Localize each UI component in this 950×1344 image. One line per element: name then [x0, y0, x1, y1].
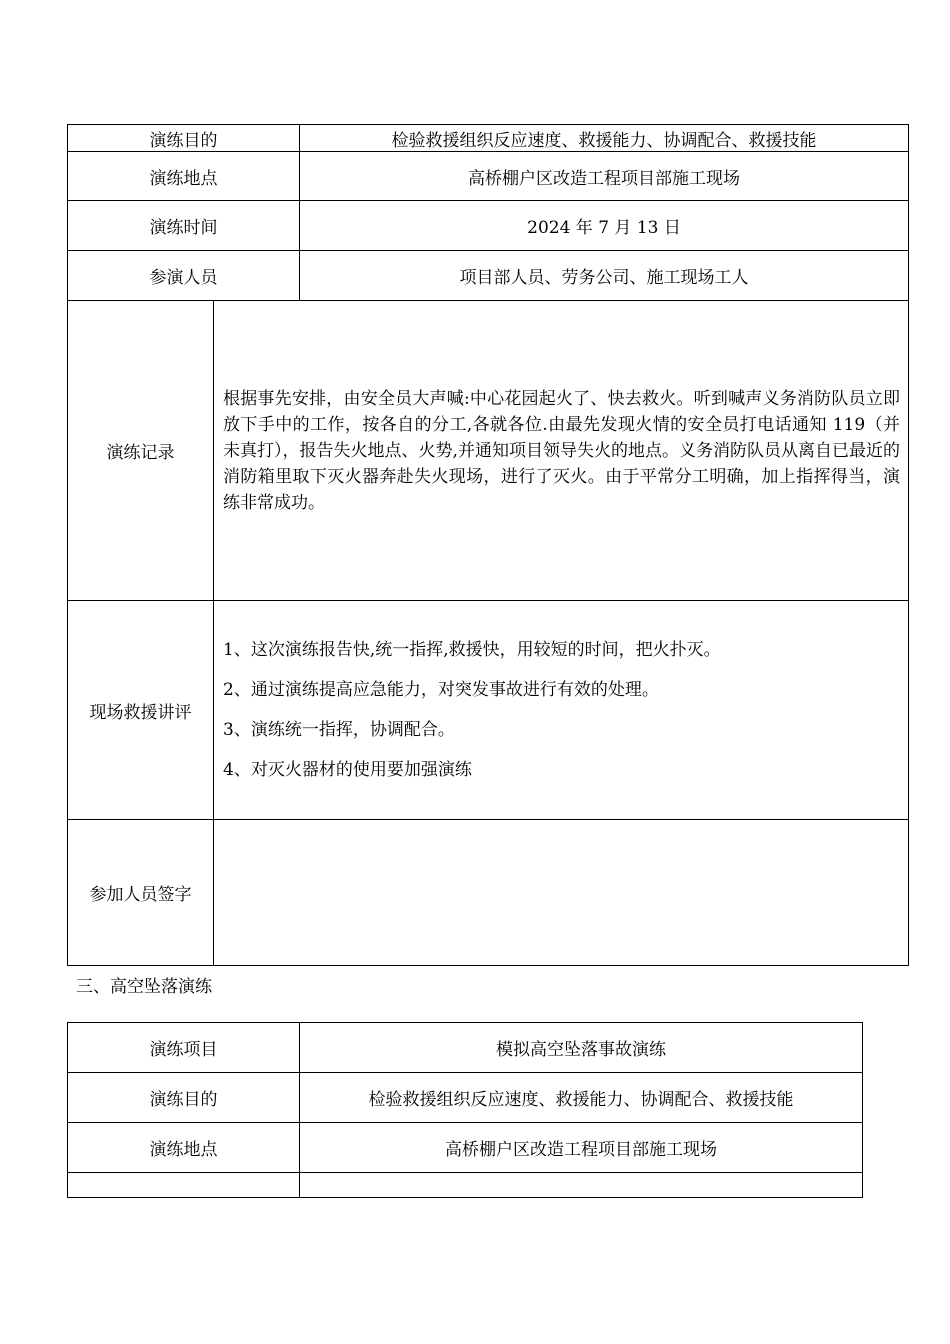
signature-area — [214, 820, 909, 966]
purpose-label: 演练目的 — [68, 125, 300, 152]
fall-drill-table — [67, 1022, 863, 1198]
signature-label: 参加人员签字 — [68, 820, 214, 966]
project-label: 演练项目 — [68, 1023, 300, 1073]
table-row — [68, 601, 909, 820]
review-item: 3、演练统一指挥，协调配合。 — [223, 720, 455, 740]
participants-value: 项目部人员、劳务公司、施工现场工人 — [300, 251, 909, 301]
time-label: 演练时间 — [68, 201, 300, 251]
purpose-label: 演练目的 — [68, 1073, 300, 1123]
project-value: 模拟高空坠落事故演练 — [300, 1023, 863, 1073]
purpose-value: 检验救援组织反应速度、救援能力、协调配合、救援技能 — [300, 1073, 863, 1123]
location-value: 高桥棚户区改造工程项目部施工现场 — [300, 1123, 863, 1173]
participants-label: 参演人员 — [68, 251, 300, 301]
review-list — [214, 601, 909, 820]
review-item: 4、对灭火器材的使用要加强演练 — [223, 760, 472, 780]
table-row — [68, 152, 909, 201]
purpose-value: 检验救援组织反应速度、救援能力、协调配合、救援技能 — [300, 125, 909, 152]
table-row — [68, 820, 909, 966]
table-row — [68, 1123, 863, 1173]
table-row — [68, 1173, 863, 1198]
location-value: 高桥棚户区改造工程项目部施工现场 — [300, 152, 909, 201]
review-item: 1、这次演练报告快,统一指挥,救援快，用较短的时间，把火扑灭。 — [223, 640, 721, 660]
review-label: 现场救援讲评 — [68, 601, 214, 820]
time-value: 2024 年 7 月 13 日 — [300, 201, 909, 251]
section-heading: 三、高空坠落演练 — [76, 977, 212, 997]
table-row — [68, 1023, 863, 1073]
table-row — [68, 1073, 863, 1123]
table-row — [68, 251, 909, 301]
review-item: 2、通过演练提高应急能力，对突发事故进行有效的处理。 — [223, 680, 659, 700]
location-label: 演练地点 — [68, 1123, 300, 1173]
drill-record-table — [67, 124, 909, 966]
location-label: 演练地点 — [68, 152, 300, 201]
empty-value — [300, 1173, 863, 1198]
record-text: 根据事先安排，由安全员大声喊:中心花园起火了、快去救火。听到喊声义务消防队员立即放下手中的工作，按各自的分工,各就各位.由最先发现火情的安全员打电话通知 119（并未真打），报告失火地点、火势,并通知项目领导失火的地点。义务消防队员从离自已最近的消防箱里取下灭火器奔赴失火现场，进行了灭火。由于平常分工明确，加上指挥得当，演练非常成功。 — [214, 301, 909, 601]
record-label: 演练记录 — [68, 301, 214, 601]
table-row — [68, 301, 909, 601]
table-row — [68, 201, 909, 251]
empty-label — [68, 1173, 300, 1198]
table-row — [68, 125, 909, 152]
